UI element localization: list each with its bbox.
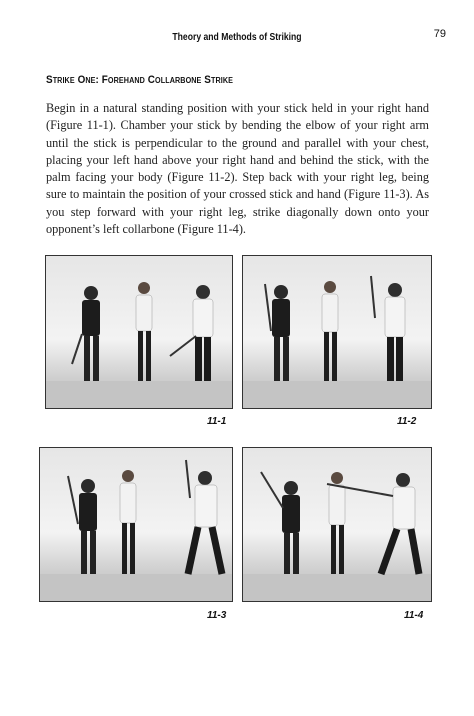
figure-11-3-caption: 11-3 — [207, 610, 227, 621]
running-head: Theory and Methods of Striking — [172, 31, 302, 43]
page-number: 79 — [433, 28, 446, 40]
figure-11-2-caption: 11-2 — [397, 416, 417, 427]
figure-11-4-caption: 11-4 — [404, 610, 424, 621]
figure-11-4-image — [243, 448, 431, 601]
figure-11-2-photo — [242, 255, 432, 409]
figure-11-3-photo — [39, 447, 233, 602]
figure-11-3-image — [40, 448, 232, 601]
section-title: Strike One: Forehand Collarbone Strike — [46, 74, 234, 86]
figure-11-1-photo — [45, 255, 233, 409]
figure-11-1-caption: 11-1 — [207, 416, 227, 427]
figure-11-4-photo — [242, 447, 432, 602]
figure-11-1-image — [46, 256, 232, 408]
figure-11-2-image — [243, 256, 431, 408]
body-paragraph: Begin in a natural standing position with your stick held in your right hand (Figure 11-1). Chamber your stick by bending the elbow of your right arm until the stick is perpendicular to the ground and parallel with your chest, placing your left hand above your right hand and behind the stick, with the palm facing your body (Figure 11-2). Step back with your right leg, being sure to maintain the position of your crossed stick and hand (Figure 11-3). As you step forward with your right leg, strike diagonally down onto your opponent’s left collarbone (Figure 11-4). — [46, 101, 429, 237]
